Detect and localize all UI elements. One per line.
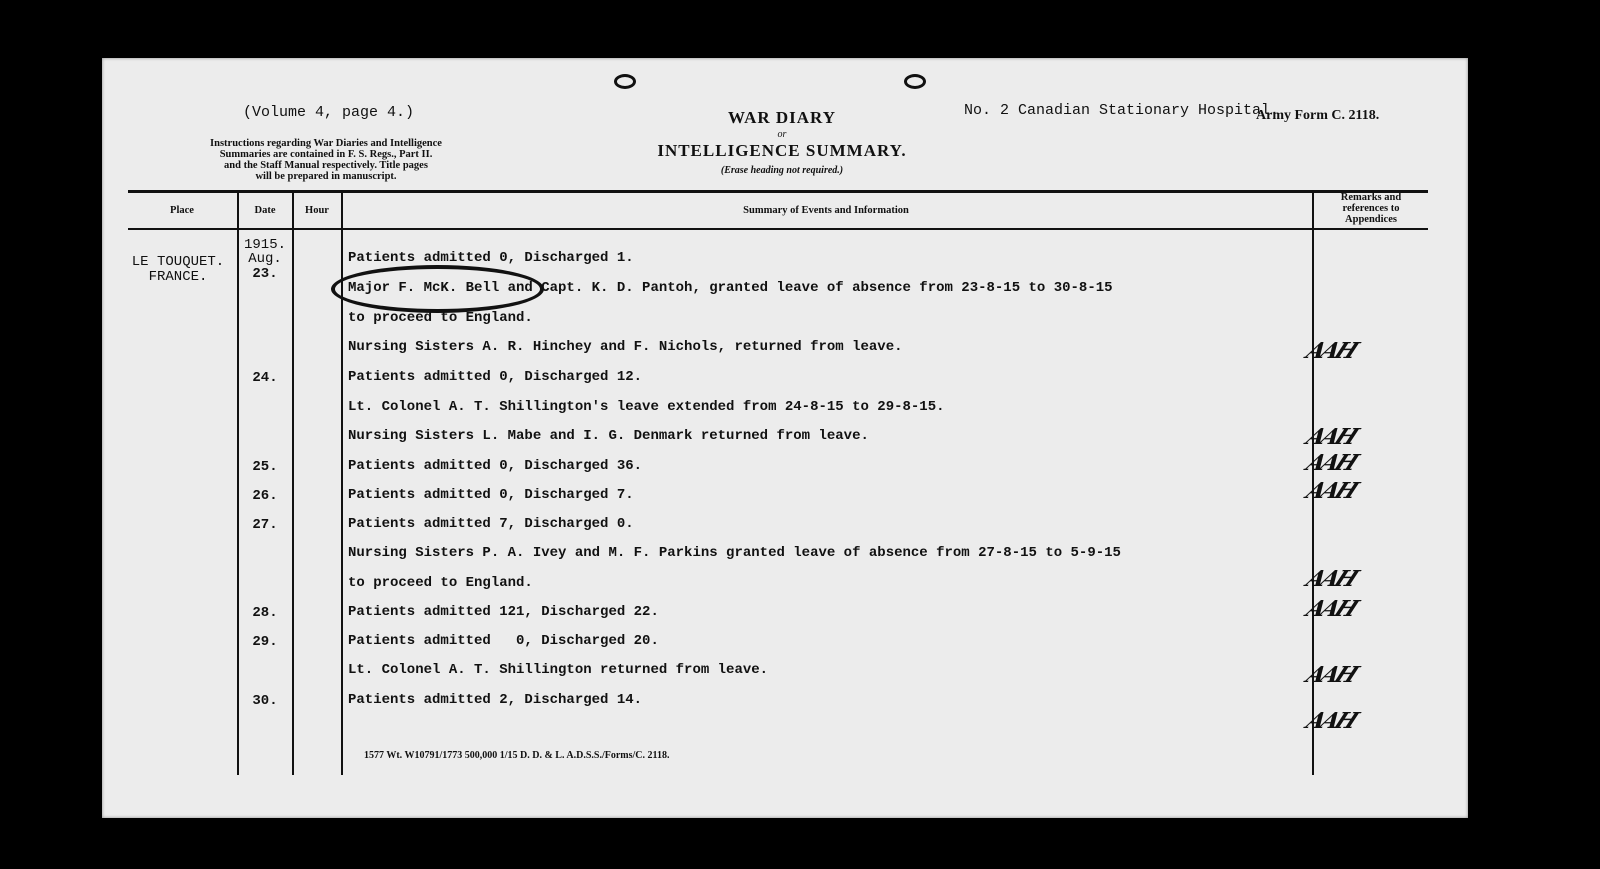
title-intelligence-summary: INTELLIGENCE SUMMARY. [657, 141, 907, 160]
diary-entry: Major F. McK. Bell and Capt. K. D. Pantoh, granted leave of absence from 23-8-15 to 30-8-15 [348, 280, 1113, 296]
remarks-header-line: Appendices [1345, 214, 1397, 225]
date-year: 1915. [243, 237, 286, 253]
title-war-diary: WAR DIARY [727, 108, 837, 127]
instructions-line: Summaries are contained in F. S. Regs., Part II. [219, 149, 433, 160]
date-day: 30. [252, 693, 278, 709]
volume-label: (Volume 4, page 4.) [243, 104, 415, 121]
place-cell [118, 255, 238, 285]
diary-sheet [102, 58, 1468, 818]
printer-footer: 1577 Wt. W10791/1773 500,000 1/15 D. D. & L. A.D.S.S./Forms/C. 2118. [364, 750, 670, 761]
column-rule [292, 193, 294, 775]
place-line: FRANCE. [148, 269, 208, 285]
handwritten-initials: AAH [1301, 450, 1360, 476]
diary-entry: Patients admitted 2, Discharged 14. [348, 692, 643, 708]
handwritten-initials: AAH [1301, 338, 1360, 364]
date-day: 26. [252, 488, 278, 504]
instructions-note [166, 138, 486, 182]
place-line: LE TOUQUET. [131, 254, 225, 270]
diary-entry: Patients admitted 0, Discharged 1. [348, 250, 634, 266]
punch-hole [904, 74, 926, 89]
diary-entry: Patients admitted 0, Discharged 12. [348, 369, 643, 385]
form-title [622, 108, 942, 176]
erase-note: (Erase heading not required.) [720, 165, 844, 176]
column-header-date: Date [254, 205, 276, 216]
diary-entry: Patients admitted 0, Discharged 7. [348, 487, 634, 503]
date-year-month [238, 238, 292, 266]
handwritten-initials: AAH [1301, 596, 1360, 622]
date-month: Aug. [248, 251, 282, 267]
column-header-summary: Summary of Events and Information [743, 205, 909, 216]
unit-name: No. 2 Canadian Stationary Hospital. [964, 102, 1280, 119]
diary-entry: Lt. Colonel A. T. Shillington's leave extended from 24-8-15 to 29-8-15. [348, 399, 945, 415]
diary-entry: Patients admitted 121, Discharged 22. [348, 604, 659, 620]
instructions-line: Instructions regarding War Diaries and Intelligence [210, 138, 442, 149]
column-header-place: Place [170, 205, 194, 216]
handwritten-initials: AAH [1301, 566, 1360, 592]
column-header-remarks [1316, 192, 1426, 225]
ink-circle-annotation [331, 265, 544, 313]
header-bottom-rule [128, 228, 1428, 230]
instructions-line: will be prepared in manuscript. [255, 171, 397, 182]
date-day: 27. [252, 517, 278, 533]
diary-entry: Nursing Sisters L. Mabe and I. G. Denmark returned from leave. [348, 428, 869, 444]
diary-entry: to proceed to England. [348, 310, 533, 326]
table-top-rule [128, 190, 1428, 193]
column-header-hour: Hour [305, 205, 329, 216]
date-day: 25. [252, 459, 278, 475]
diary-entry: Nursing Sisters P. A. Ivey and M. F. Parkins granted leave of absence from 27-8-15 to 5-9-15 [348, 545, 1121, 561]
date-day: 29. [252, 634, 278, 650]
handwritten-initials: AAH [1301, 662, 1360, 688]
diary-entry: to proceed to England. [348, 575, 533, 591]
instructions-line: and the Staff Manual respectively. Title pages [224, 160, 428, 171]
form-number: Army Form C. 2118. [1256, 108, 1380, 123]
diary-entry: Nursing Sisters A. R. Hinchey and F. Nichols, returned from leave. [348, 339, 903, 355]
diary-entry: Patients admitted 0, Discharged 20. [348, 633, 659, 649]
handwritten-initials: AAH [1301, 424, 1360, 450]
title-or: or [777, 129, 787, 140]
date-day: 24. [252, 370, 278, 386]
handwritten-initials: AAH [1301, 708, 1360, 734]
diary-entry: Lt. Colonel A. T. Shillington returned from leave. [348, 662, 769, 678]
date-day: 28. [252, 605, 278, 621]
punch-hole [614, 74, 636, 89]
remarks-header-line: Remarks and [1340, 192, 1402, 203]
diary-entry: Patients admitted 0, Discharged 36. [348, 458, 643, 474]
handwritten-initials: AAH [1301, 478, 1360, 504]
diary-entry: Patients admitted 7, Discharged 0. [348, 516, 634, 532]
remarks-header-line: references to [1342, 203, 1400, 214]
date-day: 23. [252, 266, 278, 282]
